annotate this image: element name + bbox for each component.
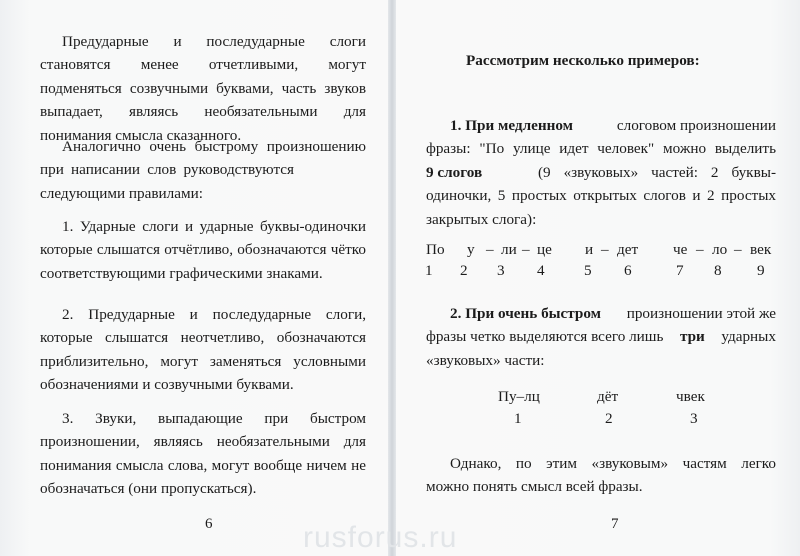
text-fragment: произношении этой же xyxy=(626,305,776,322)
text-line: обозначениями и созвучными буквами. xyxy=(40,376,294,394)
watermark: rusforus.ru xyxy=(303,521,458,554)
text-line: которые слышатся отчётливо, обозначаются чётко xyxy=(40,241,366,259)
syllable: и xyxy=(585,241,594,258)
text-line: приблизительно, могут заменяться условными xyxy=(40,352,366,370)
left-paragraph-2 xyxy=(40,135,366,205)
syllable: у xyxy=(467,241,475,258)
text-line xyxy=(426,114,776,137)
bold-phrase: 1. При медленном xyxy=(450,117,573,134)
text-line: выпадает, являясь необязательными для xyxy=(40,103,366,121)
text-line: 3. Звуки, выпадающие при быстром xyxy=(62,410,366,427)
syllable-number: 4 xyxy=(537,262,545,279)
syllable-number: 5 xyxy=(584,262,592,279)
page-number-left: 6 xyxy=(205,516,213,532)
left-paragraph-1 xyxy=(40,30,366,147)
example-2 xyxy=(426,302,776,372)
examples-title: Рассмотрим несколько примеров: xyxy=(466,52,700,69)
book-gutter xyxy=(388,0,396,556)
sound-part: чвек xyxy=(676,388,705,405)
text-line: «звуковых» части: xyxy=(426,351,545,369)
text-line: понимания смысла слова, могут вообще ничем не xyxy=(40,456,366,474)
rule-1 xyxy=(40,215,366,285)
sound-part-number: 3 xyxy=(690,410,698,427)
sound-part-number: 2 xyxy=(605,410,613,427)
syllable-number: 1 xyxy=(425,262,433,279)
syllable: ли xyxy=(501,241,517,258)
syllable: По xyxy=(426,241,445,258)
syllable-number: 3 xyxy=(497,262,505,279)
text-line: закрытых слога): xyxy=(426,210,537,228)
bold-phrase: три xyxy=(679,328,705,346)
text-line: становятся менее отчетливыми, могут xyxy=(40,56,366,74)
rule-2 xyxy=(40,303,366,397)
text-line: Предударные и последударные слоги xyxy=(62,33,366,50)
text-line: фразы: "По улице идет человек" можно выделить xyxy=(426,140,776,158)
bold-phrase: 2. При очень быстром xyxy=(450,305,602,322)
text-line: 2. Предударные и последударные слоги, xyxy=(62,306,366,323)
syllable-number: 8 xyxy=(714,262,722,279)
text-line: произношении, являясь необязательными для xyxy=(40,433,366,451)
syllable-dash: – xyxy=(522,241,530,258)
syllable-number: 2 xyxy=(460,262,468,279)
text-line: понимания смысла сказанного. xyxy=(40,126,242,144)
syllable-number: 9 xyxy=(757,262,765,279)
text-line: 1. Ударные слоги и ударные буквы-одиночки xyxy=(62,218,366,235)
page-number-right: 7 xyxy=(611,516,619,532)
syllable: дет xyxy=(617,241,639,258)
syllable: це xyxy=(537,241,552,258)
text-line: подменяться созвучными буквами, часть звуков xyxy=(40,79,366,97)
text-line: Однако, по этим «звуковым» частям легко xyxy=(450,455,776,472)
example-1 xyxy=(426,114,776,231)
text-fragment: ударных xyxy=(721,328,776,346)
text-line: соответствующими графическими знаками. xyxy=(40,264,323,282)
conclusion xyxy=(426,452,776,499)
bold-phrase: 9 слогов xyxy=(426,163,483,181)
syllable: ло xyxy=(712,241,728,258)
text-line xyxy=(426,161,776,184)
rule-3 xyxy=(40,407,366,501)
syllable-dash: – xyxy=(696,241,704,258)
text-line: Аналогично очень быстрому произношению xyxy=(62,138,366,155)
text-line: одиночки, 5 простых открытых слогов и 2 простых xyxy=(426,187,776,205)
text-line xyxy=(426,325,776,348)
syllable-dash: – xyxy=(601,241,609,258)
text-fragment: фразы четко выделяются всего лишь xyxy=(426,328,664,346)
sound-part-number: 1 xyxy=(514,410,522,427)
syllable-number: 7 xyxy=(676,262,684,279)
syllable-dash: – xyxy=(734,241,742,258)
syllable-dash: – xyxy=(486,241,494,258)
text-line: при написании слов руководствуются xyxy=(40,161,294,179)
text-line: обозначаться (они пропускаться). xyxy=(40,480,257,498)
syllable: че xyxy=(673,241,688,258)
text-fragment: слоговом произношении xyxy=(616,117,776,134)
text-line: можно понять смысл всей фразы. xyxy=(426,478,643,496)
text-line: следующими правилами: xyxy=(40,184,203,202)
text-fragment: (9 «звуковых» частей: 2 буквы- xyxy=(538,163,776,181)
text-line xyxy=(426,302,776,325)
syllable-number: 6 xyxy=(624,262,632,279)
text-line: которые слышатся неотчетливо, обозначаются xyxy=(40,329,366,347)
sound-part: дёт xyxy=(597,388,619,405)
sound-part: Пу–лц xyxy=(498,388,540,405)
syllable: век xyxy=(750,241,772,258)
